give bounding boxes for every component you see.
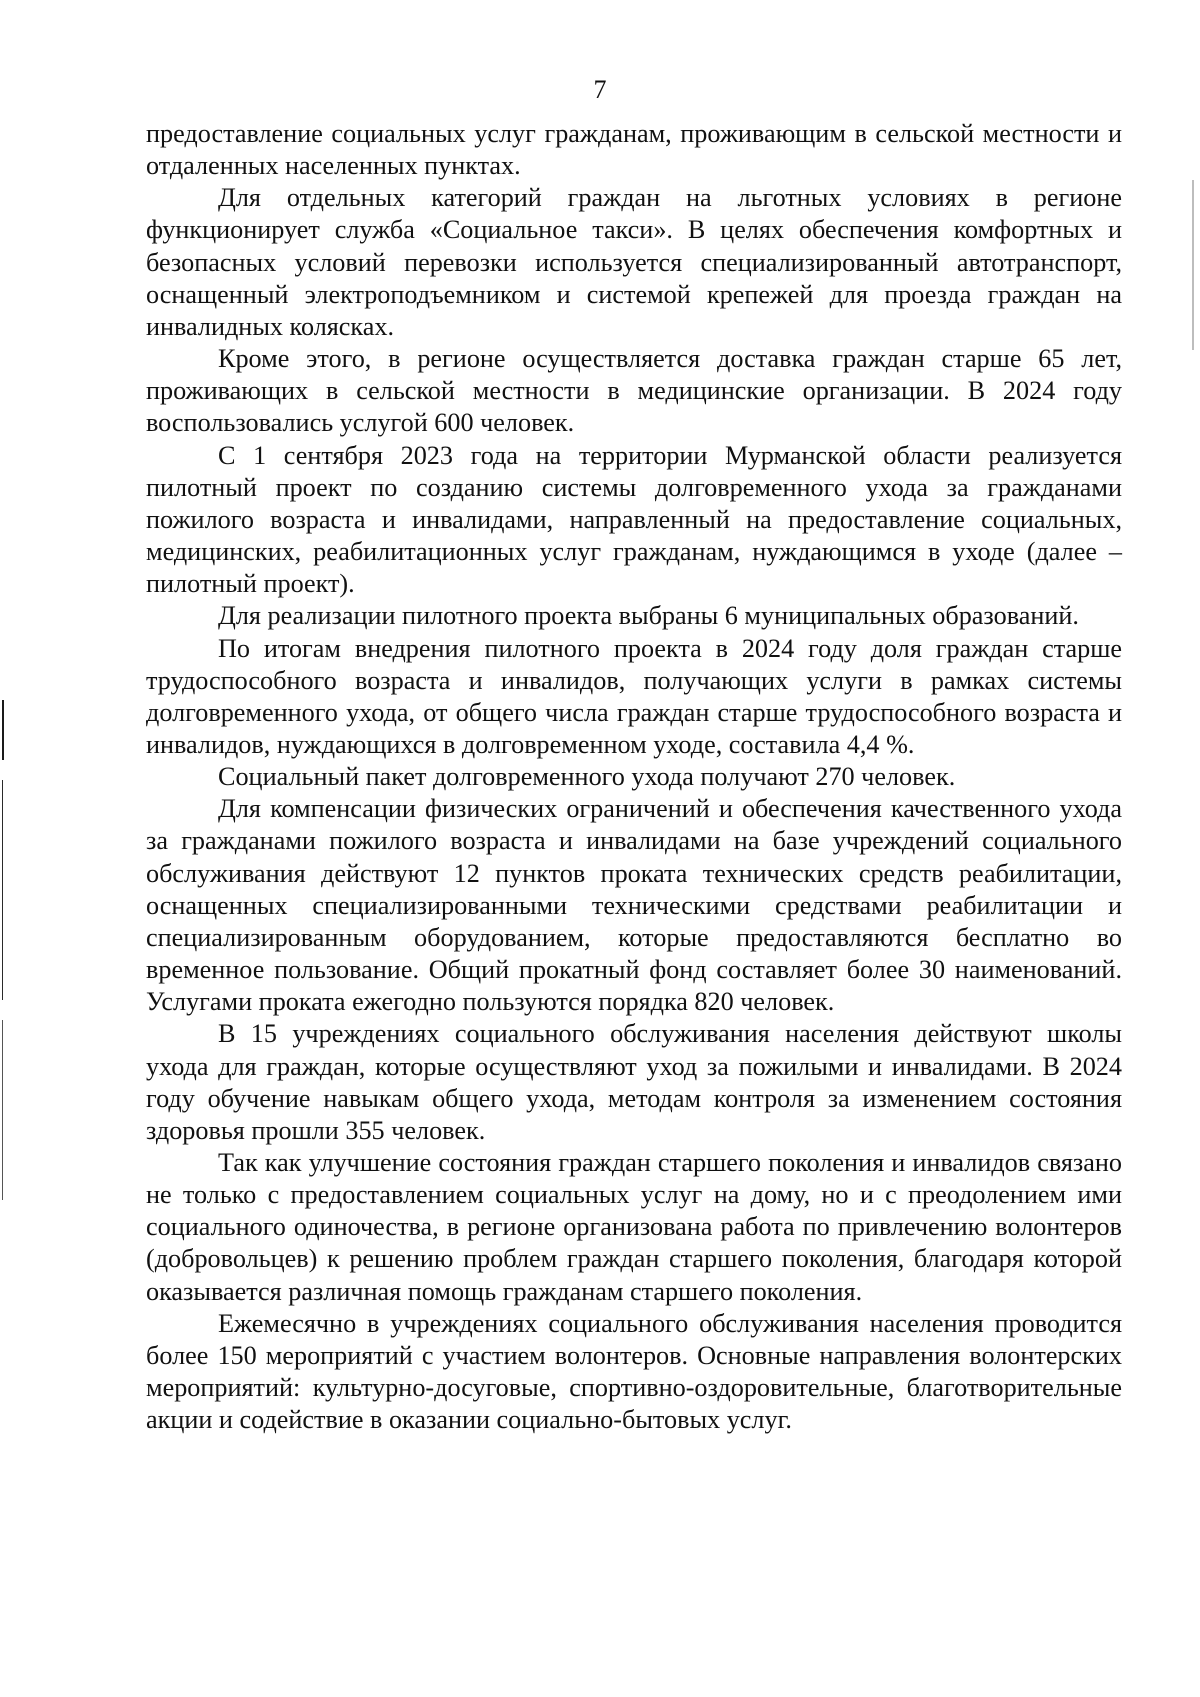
paragraph-4: С 1 сентября 2023 года на территории Мурманской области реализуется пилотный проект по созданию системы долговременного ухода за гражданами пожилого возраста и инвалидами, направленный на предоставление социальных, медицинских, реабилитационных услуг гражданам, нуждающимся в уходе (далее – пилотный проект). <box>146 440 1122 599</box>
paragraph-5: Для реализации пилотного проекта выбраны 6 муниципальных образований. <box>218 601 1079 631</box>
paragraph-10: Так как улучшение состояния граждан старшего поколения и инвалидов связано не только с предоставлением социальных услуг на дому, но и с преодолением ими социального одиночества, в регионе организована работа по привлечению волонтеров (добровольцев) к решению проблем граждан старшего поколения, благодаря которой оказывается различная помощь гражданам старшего поколения. <box>146 1148 1122 1306</box>
paragraph-8: Для компенсации физических ограничений и обеспечения качественного ухода за гражданами пожилого возраста и инвалидами на базе учреждений социального обслуживания действуют 12 пунктов проката технических средств реабилитации, оснащенных специализированными техническими средствами реабилитации и специализированным оборудованием, которые предоставляются бесплатно во временное пользование. Общий прокатный фонд составляет более 30 наименований. Услугами проката ежегодно пользуются порядка 820 человек. <box>146 794 1122 1017</box>
page-number: 7 <box>593 75 607 104</box>
document-body <box>146 118 1122 1436</box>
paragraph-7: Социальный пакет долговременного ухода получают 270 человек. <box>218 762 956 792</box>
scan-edge-mark <box>2 780 3 1000</box>
paragraph-6: По итогам внедрения пилотного проекта в 2024 году доля граждан старше трудоспособного возраста и инвалидов, получающих услуги в рамках системы долговременного ухода, от общего числа граждан старше трудоспособного возраста и инвалидов, нуждающихся в долговременном уходе, составила 4,4 %. <box>146 633 1122 759</box>
paragraph-9: В 15 учреждениях социального обслуживания населения действуют школы ухода для граждан, которые осуществляют уход за пожилыми и инвалидами. В 2024 году обучение навыкам общего ухода, методам контроля за изменением состояния здоровья прошли 355 человек. <box>146 1019 1122 1145</box>
paragraph-11: Ежемесячно в учреждениях социального обслуживания населения проводится более 150 мероприятий с участием волонтеров. Основные направления волонтерских мероприятий: культурно-досуговые, спортивно-оздоровительные, благотворительные акции и содействие в оказании социально-бытовых услуг. <box>146 1308 1122 1435</box>
scan-edge-mark <box>1192 180 1194 350</box>
paragraph-2: Для отдельных категорий граждан на льготных условиях в регионе функционирует служба «Социальное такси». В целях обеспечения комфортных и безопасных условий перевозки используется специализированный автотранспорт, оснащенный электроподъемником и системой крепежей для проезда граждан на инвалидных колясках. <box>146 183 1122 341</box>
scan-edge-mark <box>2 700 4 760</box>
paragraph-3: Кроме этого, в регионе осуществляется доставка граждан старше 65 лет, проживающих в сельской местности в медицинские организации. В 2024 году воспользовались услугой 600 человек. <box>146 344 1122 438</box>
paragraph-1: предоставление социальных услуг гражданам, проживающим в сельской местности и отдаленных населенных пунктах. <box>146 119 1122 181</box>
scan-edge-mark <box>2 1020 3 1200</box>
